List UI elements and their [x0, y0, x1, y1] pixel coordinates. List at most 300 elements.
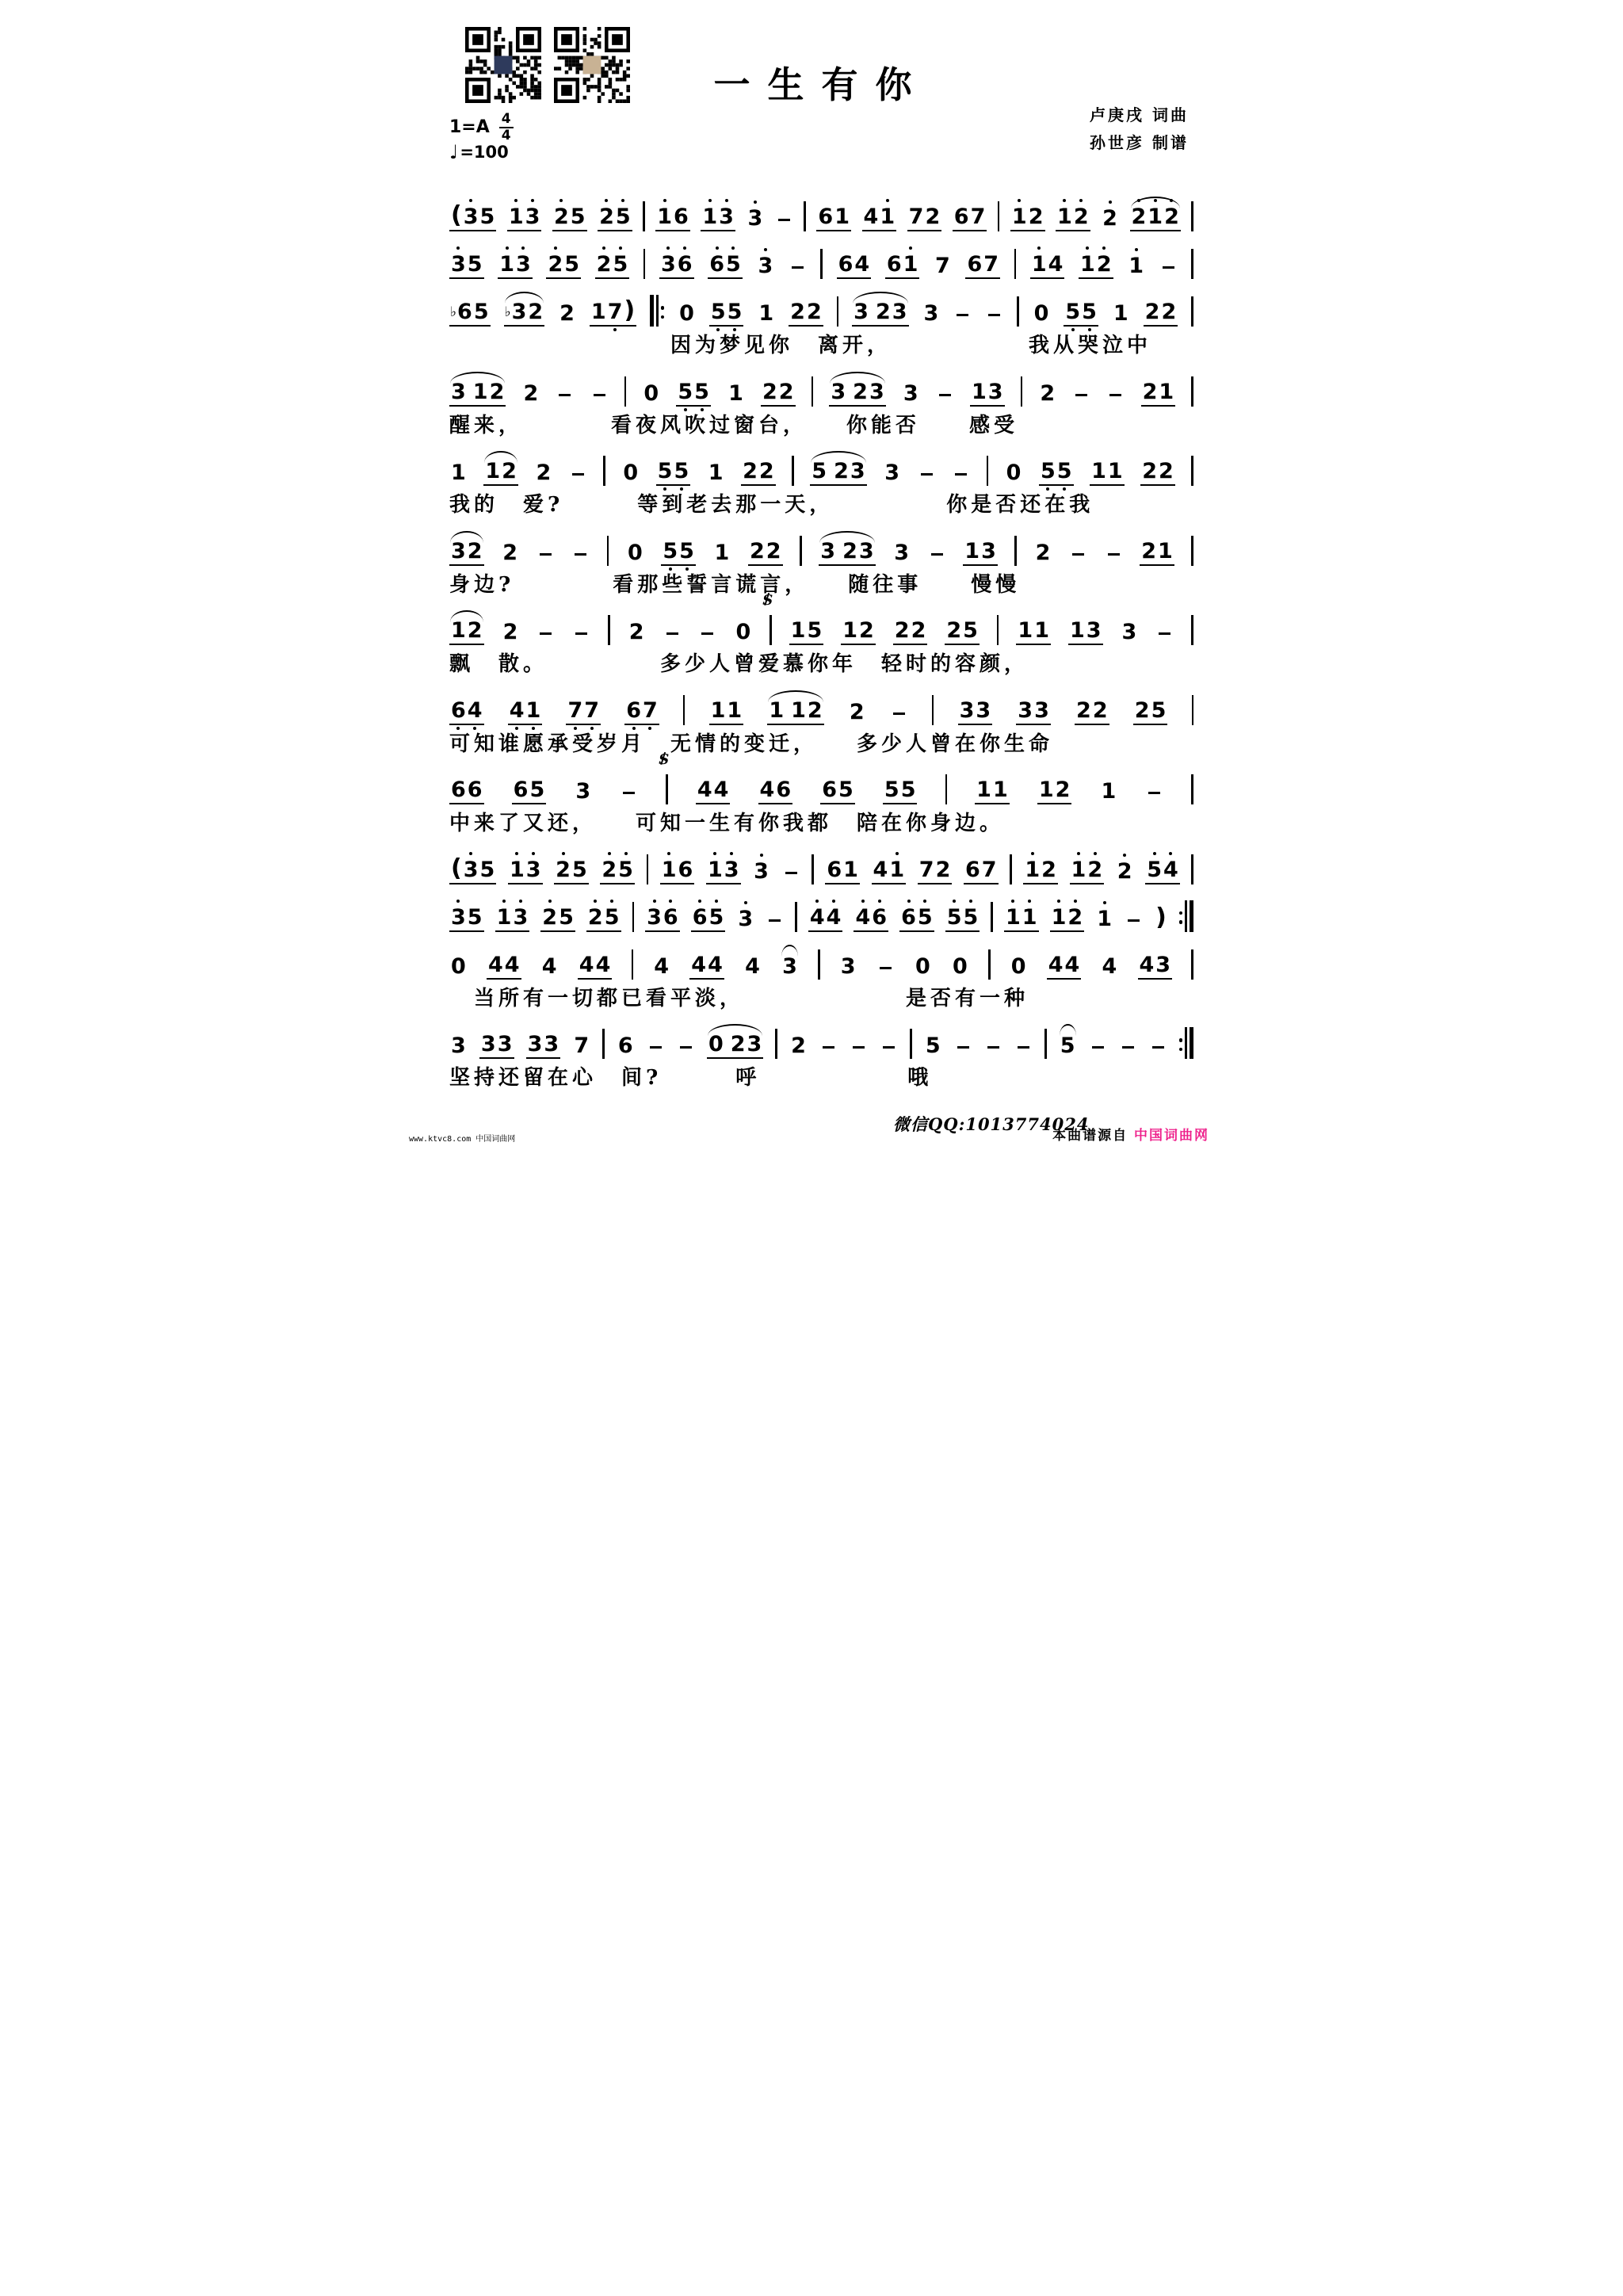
note-group	[872, 850, 907, 884]
note-digit: 4	[504, 952, 520, 977]
end-repeat-barline	[1179, 1027, 1193, 1059]
note-digit: 2	[628, 620, 644, 644]
flat-icon: ♭	[504, 304, 511, 320]
note-digit: 1	[1113, 301, 1128, 326]
barline	[932, 695, 934, 725]
note-group	[628, 610, 646, 645]
note-digit: 2	[853, 379, 868, 404]
note-digit: 4	[873, 857, 888, 882]
note-digit: 2	[548, 254, 563, 275]
note-digit: 5	[467, 904, 483, 930]
note-group	[571, 531, 590, 566]
note-digit: 6	[838, 252, 854, 277]
note-group	[854, 897, 888, 932]
note-digit: 4	[579, 952, 594, 977]
note-group	[781, 945, 799, 980]
note-digit: 1	[1091, 459, 1106, 483]
note-digit: 6	[457, 300, 472, 324]
note-group	[829, 372, 885, 407]
note-digit: 6	[827, 857, 842, 882]
note-dash	[955, 473, 967, 476]
note-digit: 3	[840, 953, 856, 979]
note-group	[1145, 850, 1180, 884]
note-digit: 5	[709, 907, 724, 928]
note-digit: 1	[1012, 206, 1027, 227]
note-group	[952, 451, 970, 486]
note-digit: 3	[451, 538, 466, 563]
note-digit: 4	[1048, 252, 1064, 277]
note-digit: 2	[601, 859, 617, 881]
note-digit: 5	[570, 204, 586, 229]
song-title: 一生有你	[713, 63, 930, 106]
note-digit: 3	[647, 907, 662, 928]
barline	[632, 902, 635, 932]
note-group	[1005, 451, 1023, 486]
note-digit: 4	[863, 204, 879, 229]
note-digit: 4	[1064, 952, 1080, 977]
note-group	[918, 451, 936, 486]
note-digit: 3	[1155, 952, 1171, 977]
note-group	[1154, 897, 1168, 932]
note-group	[850, 1024, 868, 1059]
barline	[1191, 456, 1193, 486]
note-digit: 1	[1159, 379, 1174, 404]
note-group	[624, 690, 659, 725]
note-group	[918, 850, 953, 884]
note-digit: 7	[567, 700, 582, 721]
barline	[812, 854, 814, 884]
note-dash	[769, 919, 781, 922]
note-digit: 2	[1132, 206, 1147, 227]
barline	[991, 902, 993, 932]
wechat-qq-note: 微信QQ:1013774024	[893, 1114, 1090, 1134]
note-digit: 6	[822, 777, 838, 802]
note-group	[899, 897, 934, 932]
note-group	[647, 1024, 665, 1059]
music-system-12	[449, 942, 1193, 980]
note-group	[841, 610, 876, 645]
note-digit: 0	[708, 1032, 724, 1056]
note-digit: 0	[1010, 953, 1026, 979]
note-digit: 2	[1067, 907, 1083, 928]
note-digit: 2	[790, 300, 805, 324]
note-group	[953, 197, 987, 231]
note-digit: 2	[1087, 859, 1102, 881]
note-digit: 2	[875, 300, 891, 324]
note-digit: 1	[903, 254, 918, 275]
note-digit: 5	[1065, 301, 1080, 323]
note-group	[1099, 770, 1117, 804]
note-digit: 4	[1048, 952, 1064, 977]
note-dash	[778, 219, 790, 221]
note-digit: 5	[618, 859, 633, 881]
note-digit: 1	[758, 301, 774, 326]
note-group	[586, 897, 621, 932]
note-group	[1089, 1024, 1107, 1059]
note-digit: 5	[963, 618, 978, 643]
note-digit: 3	[831, 379, 846, 404]
note-digit: 2	[559, 301, 575, 326]
note-group	[661, 531, 696, 566]
note-digit: 4	[1163, 859, 1178, 881]
note-group	[449, 1024, 468, 1059]
note-group	[761, 372, 796, 407]
note-digit: 2	[1117, 861, 1132, 882]
note-digit: 2	[467, 618, 483, 643]
note-digit: 7	[908, 204, 924, 229]
music-system-1	[449, 193, 1193, 231]
music-system-4	[449, 369, 1193, 407]
note-dash	[1152, 1046, 1164, 1049]
lyrics-line: 飘 散。 多少人曾爱慕你年 轻时的容颜，	[449, 652, 1029, 676]
note-group	[1155, 610, 1174, 645]
end-repeat-barline	[1179, 900, 1193, 932]
barline	[804, 201, 806, 231]
note-dash	[987, 1046, 999, 1049]
note-digit: 4	[541, 953, 557, 979]
note-digit: 3	[850, 459, 865, 483]
note-group	[1010, 945, 1028, 980]
note-digit: 1	[590, 300, 606, 324]
note-digit: 3	[903, 380, 918, 406]
note-group	[449, 531, 484, 566]
note-dash	[666, 632, 678, 635]
note-digit: 2	[842, 538, 857, 563]
note-digit: 1	[1057, 206, 1072, 227]
note-group	[1101, 197, 1119, 231]
note-group	[907, 197, 942, 231]
note-group	[449, 690, 484, 725]
note-group	[706, 850, 741, 884]
note-group	[558, 292, 576, 327]
note-digit: 0	[679, 301, 694, 326]
note-digit: 3	[820, 538, 836, 563]
note-digit: 1	[727, 697, 743, 723]
note-group	[1101, 945, 1119, 980]
note-group	[789, 244, 807, 279]
note-digit: 3	[892, 300, 907, 324]
lyrics-line: 我的 爱? 等到老去那一天， 你是否还在我	[449, 493, 1094, 517]
note-digit: 6	[451, 700, 466, 721]
note-digit: 2	[1161, 300, 1177, 324]
note-digit: 5	[1060, 1033, 1075, 1058]
note-group	[709, 690, 744, 725]
note-group	[617, 1024, 635, 1059]
note-digit: 3	[1121, 620, 1137, 644]
barline	[1191, 949, 1193, 980]
barline	[608, 615, 610, 645]
note-digit: 6	[451, 777, 466, 802]
barline	[837, 296, 839, 327]
note-dash	[559, 394, 571, 396]
note-dash	[853, 1046, 865, 1049]
note-digit: 1	[451, 618, 466, 643]
paren: (	[451, 854, 462, 882]
note-group	[1010, 197, 1045, 231]
note-digit: 2	[749, 538, 765, 563]
note-digit: 3	[451, 379, 466, 404]
note-digit: 1	[1025, 859, 1040, 881]
note-group	[945, 897, 980, 932]
note-digit: 1	[1022, 907, 1037, 928]
note-digit: 6	[964, 857, 980, 882]
note-group	[1075, 690, 1109, 725]
note-digit: 1	[1006, 907, 1021, 928]
note-digit: 4	[759, 777, 775, 802]
note-group	[676, 372, 711, 407]
note-digit: 1	[702, 206, 717, 227]
note-digit: 1	[526, 700, 541, 721]
note-digit: 7	[584, 700, 599, 721]
note-group	[537, 610, 555, 645]
note-digit: 5	[807, 618, 823, 643]
barline	[987, 456, 989, 486]
note-digit: 2	[1159, 459, 1174, 483]
note-digit: 2	[834, 459, 849, 483]
note-digit: 6	[776, 777, 792, 802]
note-group	[495, 897, 530, 932]
note-group	[1079, 244, 1113, 279]
note-group	[825, 850, 860, 884]
note-digit: 5	[964, 907, 979, 928]
note-digit: 3	[858, 538, 874, 563]
note-group	[984, 1024, 1002, 1059]
note-digit: 5	[884, 777, 899, 802]
note-group	[696, 770, 731, 804]
note-group	[626, 531, 644, 566]
note-group	[767, 690, 823, 725]
note-digit: 3	[719, 206, 734, 227]
note-group	[566, 690, 601, 725]
note-group	[892, 531, 911, 566]
music-system-6	[449, 528, 1193, 566]
note-digit: 1	[472, 379, 488, 404]
credits	[1090, 101, 1189, 157]
note-digit: 5	[947, 907, 962, 928]
note-digit: 2	[894, 618, 910, 643]
note-digit: 7	[643, 700, 658, 721]
note-digit: 1	[1052, 907, 1067, 928]
note-group	[449, 244, 484, 279]
note-digit: 3	[480, 1032, 496, 1056]
note-group	[727, 372, 745, 407]
note-digit: 7	[608, 301, 623, 323]
lyrics-line: 可知谁愿承受岁月 无情的变迁， 多少人曾在你生命	[449, 732, 1054, 756]
note-group	[656, 451, 691, 486]
watermark-left: www.ktvc8.com 中国词曲网	[409, 1135, 516, 1144]
note-digit: 1	[714, 540, 730, 565]
note-group	[1030, 244, 1065, 279]
barline	[683, 695, 685, 725]
note-digit: 2	[1055, 777, 1071, 802]
note-group	[1068, 610, 1103, 645]
note-group	[689, 945, 724, 980]
barline	[647, 854, 649, 884]
note-digit: 2	[528, 300, 544, 324]
note-dash	[1109, 394, 1121, 396]
note-dash	[540, 553, 552, 556]
note-group	[936, 372, 954, 407]
note-group	[964, 850, 999, 884]
note-group	[766, 897, 784, 932]
note-group	[678, 292, 696, 327]
note-digit: 3	[981, 538, 996, 563]
note-group	[1144, 292, 1178, 327]
note-digit: 2	[1041, 857, 1056, 882]
barline	[998, 201, 1000, 231]
note-group	[808, 897, 843, 932]
note-dash	[701, 632, 713, 635]
note-digit: 0	[451, 953, 466, 979]
note-group	[709, 292, 744, 327]
note-group	[848, 690, 866, 725]
note-digit: 0	[1006, 460, 1022, 485]
note-dash	[540, 632, 552, 635]
note-group	[1105, 531, 1123, 566]
note-group	[883, 451, 901, 486]
key-signature	[449, 113, 514, 143]
note-group	[1095, 897, 1113, 932]
note-dash	[1122, 1046, 1134, 1049]
note-digit: 2	[807, 697, 823, 723]
note-group	[1133, 690, 1168, 725]
lyrics-line: 当所有一切都已看平淡， 是否有一种	[449, 986, 1029, 1010]
note-group	[934, 244, 952, 279]
note-digit: 2	[1092, 697, 1108, 723]
note-digit: 3	[451, 254, 466, 275]
note-group	[449, 451, 468, 486]
note-digit: 2	[467, 538, 483, 563]
note-digit: 1	[1038, 777, 1054, 802]
note-digit: 5	[663, 541, 678, 562]
note-digit: 0	[643, 380, 659, 406]
note-digit: 5	[711, 301, 726, 323]
note-digit: 5	[918, 907, 933, 928]
note-digit: 2	[1076, 697, 1091, 723]
barline	[602, 1029, 605, 1059]
note-digit: 6	[901, 907, 916, 928]
note-group	[449, 292, 491, 327]
barline	[988, 949, 991, 980]
note-digit: 3	[451, 907, 466, 928]
note-digit: 3	[511, 300, 527, 324]
note-digit: 4	[595, 952, 611, 977]
note-group	[1023, 850, 1058, 884]
note-digit: 0	[953, 953, 968, 979]
note-group	[659, 244, 694, 279]
note-group	[479, 1024, 514, 1059]
note-digit: 3	[516, 254, 531, 275]
note-digit: 6	[693, 907, 708, 928]
note-group	[747, 197, 765, 231]
segno-icon: S ∕	[762, 594, 773, 608]
note-digit: 5	[679, 541, 694, 562]
note-digit: 6	[626, 700, 641, 721]
note-group	[572, 1024, 590, 1059]
note-dash	[957, 314, 968, 316]
note-group	[691, 897, 726, 932]
note-group	[621, 451, 640, 486]
note-digit: 5	[467, 252, 483, 277]
note-group	[1125, 897, 1143, 932]
note-digit: 4	[1102, 953, 1117, 979]
note-digit: 2	[536, 460, 552, 485]
note-group	[537, 531, 555, 566]
note-digit: 2	[1074, 206, 1089, 227]
note-dash	[939, 394, 951, 396]
barline	[795, 902, 797, 932]
note-dash	[623, 792, 635, 794]
note-group	[663, 610, 682, 645]
note-group	[819, 1024, 838, 1059]
note-digit: 6	[663, 907, 678, 928]
note-digit: 3	[661, 254, 676, 275]
note-digit: 6	[678, 254, 693, 275]
barline	[1191, 615, 1193, 645]
note-digit: 5	[571, 857, 587, 882]
note-group	[963, 531, 998, 566]
note-digit: 5	[1041, 460, 1056, 482]
note-group	[552, 197, 587, 231]
note-digit: 2	[588, 907, 603, 928]
note-digit: 4	[708, 952, 723, 977]
note-digit: 1	[728, 380, 743, 406]
note-group	[701, 197, 735, 231]
note-group	[1064, 292, 1098, 327]
note-digit: 1	[657, 206, 672, 227]
note-digit: 3	[758, 255, 773, 277]
barline	[800, 536, 802, 566]
begin-repeat-barline	[650, 295, 664, 327]
note-digit: 3	[754, 861, 769, 882]
note-group	[598, 197, 632, 231]
note-digit: 7	[918, 857, 934, 882]
note-digit: 3	[527, 1032, 543, 1056]
barline	[1191, 201, 1193, 231]
note-group	[590, 292, 636, 327]
note-digit: 2	[1097, 254, 1112, 275]
note-group	[758, 770, 793, 804]
note-group	[816, 197, 851, 231]
note-digit: 3	[724, 859, 739, 881]
note-digit: 2	[542, 907, 557, 928]
note-digit: 2	[502, 459, 517, 483]
note-digit: 1	[451, 460, 466, 485]
note-dash	[957, 1046, 969, 1049]
note-group	[508, 850, 543, 884]
note-digit: 1	[834, 204, 850, 229]
note-digit: 3	[497, 1032, 513, 1056]
note-group	[1072, 372, 1090, 407]
note-group	[1039, 451, 1074, 486]
barline	[1021, 376, 1023, 407]
note-group	[953, 292, 972, 327]
barline	[607, 536, 609, 566]
note-digit: 3	[748, 208, 763, 229]
note-digit: 2	[1142, 379, 1158, 404]
note-digit: 1	[499, 254, 514, 275]
note-dash	[823, 1046, 834, 1049]
note-group	[862, 197, 897, 231]
note-group	[819, 531, 875, 566]
note-digit: 1	[710, 697, 726, 723]
note-group	[789, 1024, 808, 1059]
note-digit: 5	[1147, 859, 1162, 881]
barline	[820, 249, 823, 279]
note-group	[1090, 451, 1125, 486]
note-dash	[1075, 394, 1087, 396]
note-digit: 4	[810, 907, 825, 928]
